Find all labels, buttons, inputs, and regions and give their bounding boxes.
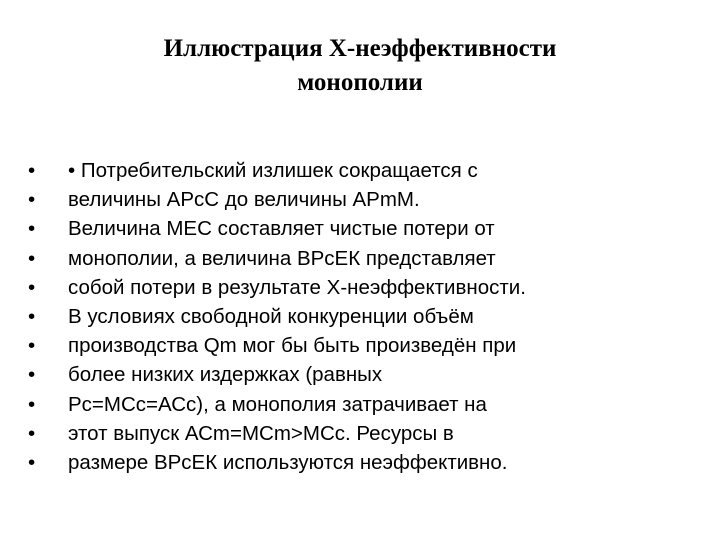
bullet-marker: •: [28, 275, 36, 299]
bullet-text: величины АРсС до величины АРmМ.: [68, 188, 420, 212]
bullet-marker: •: [28, 392, 36, 416]
bullet-list: [28, 156, 708, 477]
bullet-item: [28, 302, 708, 331]
bullet-marker: •: [28, 246, 36, 270]
bullet-marker: •: [28, 305, 36, 329]
bullet-marker: •: [28, 217, 36, 241]
bullet-marker: •: [28, 334, 36, 358]
bullet-marker: •: [28, 159, 36, 182]
slide-title-line-1: Иллюстрация Х-неэффективности: [163, 35, 557, 62]
bullet-item: [28, 331, 708, 360]
bullet-item: [28, 390, 708, 419]
bullet-text: этот выпуск АСm=MCm>MCc. Ресурсы в: [68, 421, 454, 445]
bullet-text: Рс=МСс=АСс), а монополия затрачивает на: [68, 392, 487, 416]
bullet-marker: •: [28, 451, 36, 475]
bullet-item: [28, 448, 708, 477]
bullet-text: более низких издержках (равных: [68, 363, 383, 387]
bullet-text: В условиях свободной конкуренции объём: [68, 305, 474, 329]
bullet-text: • Потребительский излишек сокращается с: [68, 159, 478, 182]
bullet-item: [28, 244, 708, 273]
bullet-item: [28, 419, 708, 448]
bullet-text: Величина МЕС составляет чистые потери от: [68, 217, 495, 241]
bullet-text: монополии, а величина ВРсЕК представляет: [68, 246, 496, 270]
bullet-marker: •: [28, 363, 36, 387]
bullet-marker: •: [28, 421, 36, 445]
bullet-item: [28, 156, 708, 185]
bullet-item: [28, 360, 708, 389]
bullet-text: размере ВРсЕК используются неэффективно.: [68, 451, 508, 475]
bullet-marker: •: [28, 188, 36, 212]
bullet-text: производства Qm мог бы быть произведён при: [68, 334, 517, 358]
slide-title: [60, 32, 660, 100]
bullet-item: [28, 273, 708, 302]
bullet-text: собой потери в результате Х-неэффективности.: [68, 275, 526, 299]
slide-title-line-2: монополии: [297, 69, 423, 96]
bullet-item: [28, 214, 708, 243]
bullet-item: [28, 185, 708, 214]
